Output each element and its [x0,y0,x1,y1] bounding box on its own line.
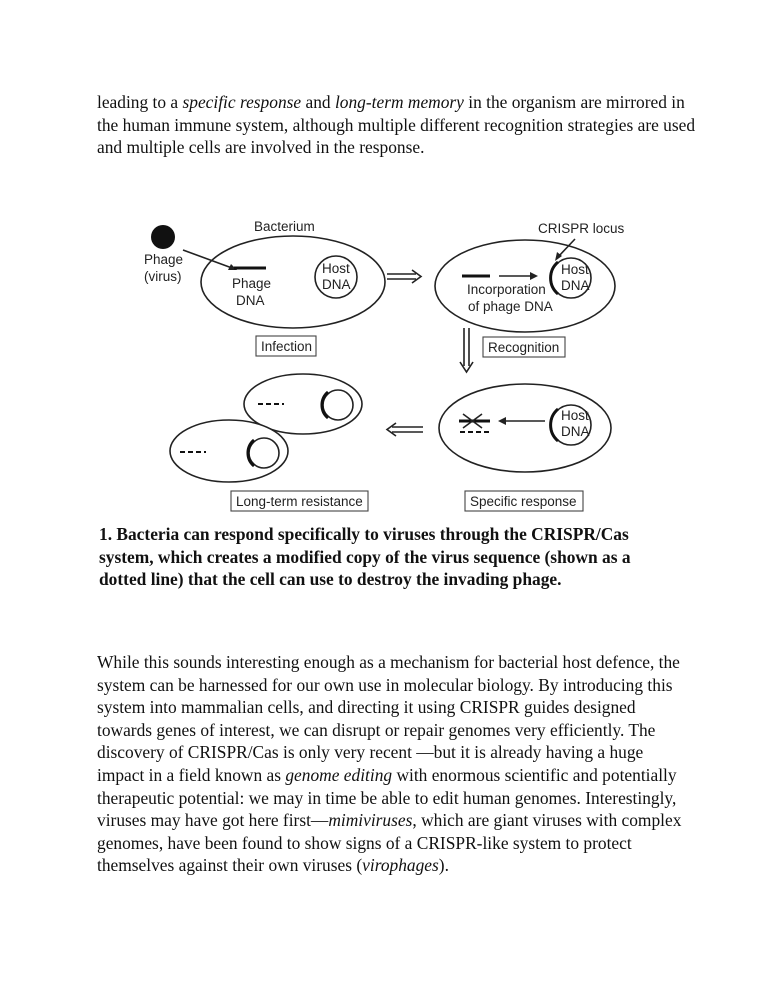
crispr-locus-label: CRISPR locus [538,221,625,236]
paragraph2-run: mimiviruses [328,810,413,831]
bacterium-label: Bacterium [254,219,315,234]
paragraph2-run: ). [438,855,449,876]
body-paragraph [97,651,687,877]
host-dna-label-2: DNA [322,277,351,292]
paragraph2-run: virophages [362,855,439,876]
paragraph1-run: long-term memory [334,92,464,112]
paragraph2-run: with enormous scientific and potentially therapeutic potential: we may in time be able to edit human genomes. Interestingly, viruses may have got here first— [97,764,677,831]
host-dna-label-6: DNA [561,424,590,439]
host-dna-label-5: Host [561,408,589,423]
paragraph2-run: , which are giant viruses with complex genomes, have been found to show signs of a CRISPR-like system to protect themselves against their own viruses ( [97,810,682,876]
arrow-down-icon [460,328,473,372]
stage-recognition: Recognition [488,340,560,355]
figure-caption: 1. Bacteria can respond specifically to viruses through the CRISPR/Cas system, which creates a modified copy of the virus sequence (shown as a dotted line) that the cell can use to destroy the invading phage. [99,524,631,590]
phage-label-2: (virus) [144,269,182,284]
bacterium-cell [201,236,385,328]
stage-infection: Infection [261,339,313,354]
incorporation-label-1: Incorporation [467,282,546,297]
paragraph1-run: and [301,92,335,112]
host-dna-label-1: Host [322,261,350,276]
arrow-left-icon [387,423,423,436]
phage-dna-label-2: DNA [236,293,265,308]
stage-long-term-resistance: Long-term resistance [236,494,363,509]
host-dna-label-4: DNA [561,278,590,293]
phage-label-1: Phage [144,252,184,267]
phage-particle-icon [151,225,175,249]
paragraph2-run: While this sounds interesting enough as a mechanism for bacterial host defence, the system can be harnessed for our own use in molecular biology. By introducing this system into mammalian cells, and directing it using CRISPR guides designed towards genes of interest, we can disrupt or repair genomes very efficiently. The discovery of CRISPR/Cas is only very recent —but it is already having a huge impact in a field known as [97,652,680,785]
paragraph1-run: leading to a [97,92,183,112]
daughter-cell-2 [170,420,288,482]
paragraph1-run: specific response [182,92,302,112]
paragraph1-run: in the organism are mirrored in the human immune system, although multiple different recognition strategies are used and multiple cells are involved in the response. [97,92,696,158]
paragraph2-run: genome editing [285,764,393,785]
host-dna-label-3: Host [561,262,589,277]
incorporation-label-2: of phage DNA [468,299,553,314]
arrow-right-icon [387,270,421,283]
phage-dna-label-1: Phage [232,276,272,291]
stage-specific-response: Specific response [470,494,577,509]
